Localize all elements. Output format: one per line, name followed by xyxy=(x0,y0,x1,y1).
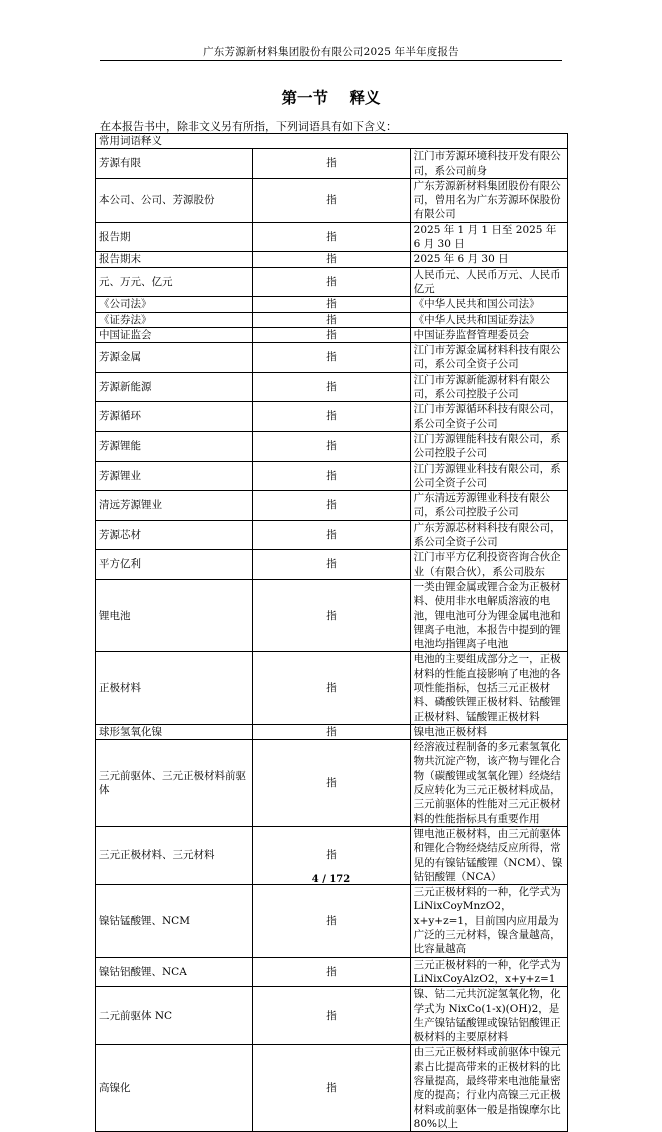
term-cell: 二元前驱体 NC xyxy=(96,987,253,1045)
refers-to-cell: 指 xyxy=(253,550,410,580)
term-cell: 锂电池 xyxy=(96,579,253,651)
table-row xyxy=(96,297,568,312)
refers-to-cell: 指 xyxy=(253,149,410,179)
definition-cell: 2025 年 6 月 30 日 xyxy=(410,252,567,267)
term-cell: 《公司法》 xyxy=(96,297,253,312)
header-divider xyxy=(100,60,562,61)
definition-cell: 经溶液过程制备的多元素氢氧化物共沉淀产物，该产物与锂化合物（碳酸锂或氢氧化锂）经烧结反应转化为三元正极材料成品，三元前驱体的性能对三元正极材料的性能指标具有重要作用 xyxy=(410,740,567,827)
table-row xyxy=(96,372,568,402)
term-cell: 清远芳源锂业 xyxy=(96,491,253,521)
table-row xyxy=(96,178,568,222)
term-cell: 芳源循环 xyxy=(96,402,253,432)
table-row xyxy=(96,402,568,432)
page-number: 4 / 172 xyxy=(311,874,351,885)
definition-cell: 江门市平方亿利投资咨询合伙企业（有限合伙），系公司股东 xyxy=(410,550,567,580)
refers-to-cell: 指 xyxy=(253,343,410,373)
term-cell: 正极材料 xyxy=(96,652,253,724)
definition-cell: 2025 年 1 月 1 日至 2025 年 6 月 30 日 xyxy=(410,222,567,252)
definition-cell: 一类由锂金属或锂合金为正极材料、使用非水电解质溶液的电池，锂电池可分为锂金属电池和锂离子电池，本报告中提到的锂电池均指锂离子电池 xyxy=(410,579,567,651)
table-row xyxy=(96,222,568,252)
definition-cell: 锂电池正极材料，由三元前驱体和锂化合物经烧结反应所得，常见的有镍钴锰酸锂（NCM）、镍钴铝酸锂（NCA） xyxy=(410,826,567,884)
term-cell: 本公司、公司、芳源股份 xyxy=(96,178,253,222)
table-row xyxy=(96,724,568,739)
definition-cell: 江门市芳源金属材料科技有限公司，系公司全资子公司 xyxy=(410,343,567,373)
term-cell: 高镍化 xyxy=(96,1045,253,1132)
refers-to-cell: 指 xyxy=(253,740,410,827)
refers-to-cell: 指 xyxy=(253,579,410,651)
refers-to-cell: 指 xyxy=(253,1045,410,1132)
intro-text: 在本报告书中，除非文义另有所指，下列词语具有如下含义： xyxy=(100,120,397,133)
refers-to-cell: 指 xyxy=(253,312,410,327)
refers-to-cell: 指 xyxy=(253,372,410,402)
definition-cell: 三元正极材料的一种，化学式为 LiNixCoyAlzO2，x+y+z=1 xyxy=(410,957,567,987)
definitions-table xyxy=(95,133,568,1132)
definition-cell: 广东芳源新材料集团股份有限公司，曾用名为广东芳源环保股份有限公司 xyxy=(410,178,567,222)
table-row xyxy=(96,652,568,724)
table-row xyxy=(96,491,568,521)
term-cell: 芳源有限 xyxy=(96,149,253,179)
term-cell: 芳源芯材 xyxy=(96,520,253,550)
refers-to-cell: 指 xyxy=(253,267,410,297)
refers-to-cell: 指 xyxy=(253,957,410,987)
refers-to-cell: 指 xyxy=(253,431,410,461)
definition-cell: 人民币元、人民币万元、人民币亿元 xyxy=(410,267,567,297)
refers-to-cell: 指 xyxy=(253,826,410,884)
term-cell: 芳源新能源 xyxy=(96,372,253,402)
term-cell: 球形氢氧化镍 xyxy=(96,724,253,739)
page-header: 广东芳源新材料集团股份有限公司2025 年半年度报告 xyxy=(203,46,459,58)
definition-cell: 三元正极材料的一种，化学式为 LiNixCoyMnzO2，x+y+z=1，目前国内应用最为广泛的三元材料，镍含量越高，比容量越高 xyxy=(410,885,567,957)
term-cell: 元、万元、亿元 xyxy=(96,267,253,297)
term-cell: 三元正极材料、三元材料 xyxy=(96,826,253,884)
refers-to-cell: 指 xyxy=(253,885,410,957)
definition-cell: 江门市芳源循环科技有限公司，系公司全资子公司 xyxy=(410,402,567,432)
refers-to-cell: 指 xyxy=(253,520,410,550)
table-row xyxy=(96,149,568,179)
refers-to-cell: 指 xyxy=(253,491,410,521)
table-caption: 常用词语释义 xyxy=(96,134,568,149)
refers-to-cell: 指 xyxy=(253,297,410,312)
refers-to-cell: 指 xyxy=(253,652,410,724)
definition-cell: 江门芳源锂业科技有限公司，系公司全资子公司 xyxy=(410,461,567,491)
term-cell: 镍钴锰酸锂、NCM xyxy=(96,885,253,957)
refers-to-cell: 指 xyxy=(253,252,410,267)
definition-cell: 中国证券监督管理委员会 xyxy=(410,327,567,342)
definition-cell: 《中华人民共和国公司法》 xyxy=(410,297,567,312)
refers-to-cell: 指 xyxy=(253,724,410,739)
table-row xyxy=(96,267,568,297)
table-row xyxy=(96,740,568,827)
refers-to-cell: 指 xyxy=(253,327,410,342)
term-cell: 《证券法》 xyxy=(96,312,253,327)
section-title: 第一节 释义 xyxy=(281,89,381,107)
term-cell: 芳源锂能 xyxy=(96,431,253,461)
table-row xyxy=(96,327,568,342)
table-row xyxy=(96,343,568,373)
term-cell: 中国证监会 xyxy=(96,327,253,342)
term-cell: 芳源金属 xyxy=(96,343,253,373)
refers-to-cell: 指 xyxy=(253,402,410,432)
table-row xyxy=(96,1045,568,1132)
table-row xyxy=(96,431,568,461)
definition-cell: 江门市芳源新能源材料有限公司，系公司控股子公司 xyxy=(410,372,567,402)
definition-cell: 《中华人民共和国证券法》 xyxy=(410,312,567,327)
definition-cell: 广东清远芳源锂业科技有限公司，系公司控股子公司 xyxy=(410,491,567,521)
term-cell: 镍钴铝酸锂、NCA xyxy=(96,957,253,987)
definition-cell: 江门芳源锂能科技有限公司，系公司控股子公司 xyxy=(410,431,567,461)
table-row xyxy=(96,579,568,651)
table-row xyxy=(96,957,568,987)
term-cell: 芳源锂业 xyxy=(96,461,253,491)
definition-cell: 镍、钴二元共沉淀氢氧化物，化学式为 NixCo(1-x)(OH)2，是生产镍钴锰酸锂或镍钴铝酸锂正极材料的主要原材料 xyxy=(410,987,567,1045)
term-cell: 报告期 xyxy=(96,222,253,252)
table-row xyxy=(96,252,568,267)
term-cell: 报告期末 xyxy=(96,252,253,267)
table-caption-row xyxy=(96,134,568,149)
refers-to-cell: 指 xyxy=(253,461,410,491)
definition-cell: 江门市芳源环境科技开发有限公司，系公司前身 xyxy=(410,149,567,179)
table-row xyxy=(96,312,568,327)
table-row xyxy=(96,987,568,1045)
definition-cell: 镍电池正极材料 xyxy=(410,724,567,739)
definition-cell: 广东芳源芯材料科技有限公司，系公司全资子公司 xyxy=(410,520,567,550)
refers-to-cell: 指 xyxy=(253,178,410,222)
table-row xyxy=(96,885,568,957)
refers-to-cell: 指 xyxy=(253,987,410,1045)
term-cell: 平方亿利 xyxy=(96,550,253,580)
table-row xyxy=(96,550,568,580)
term-cell: 三元前驱体、三元正极材料前驱体 xyxy=(96,740,253,827)
definition-cell: 由三元正极材料或前驱体中镍元素占比提高带来的正极材料的比容量提高，最终带来电池能量密度的提高；行业内高镍三元正极材料或前驱体一般是指镍摩尔比 80%以上 xyxy=(410,1045,567,1132)
table-row xyxy=(96,520,568,550)
refers-to-cell: 指 xyxy=(253,222,410,252)
definition-cell: 电池的主要组成部分之一，正极材料的性能直接影响了电池的各项性能指标，包括三元正极材料、磷酸铁锂正极材料、钴酸锂正极材料、锰酸锂正极材料 xyxy=(410,652,567,724)
table-row xyxy=(96,461,568,491)
